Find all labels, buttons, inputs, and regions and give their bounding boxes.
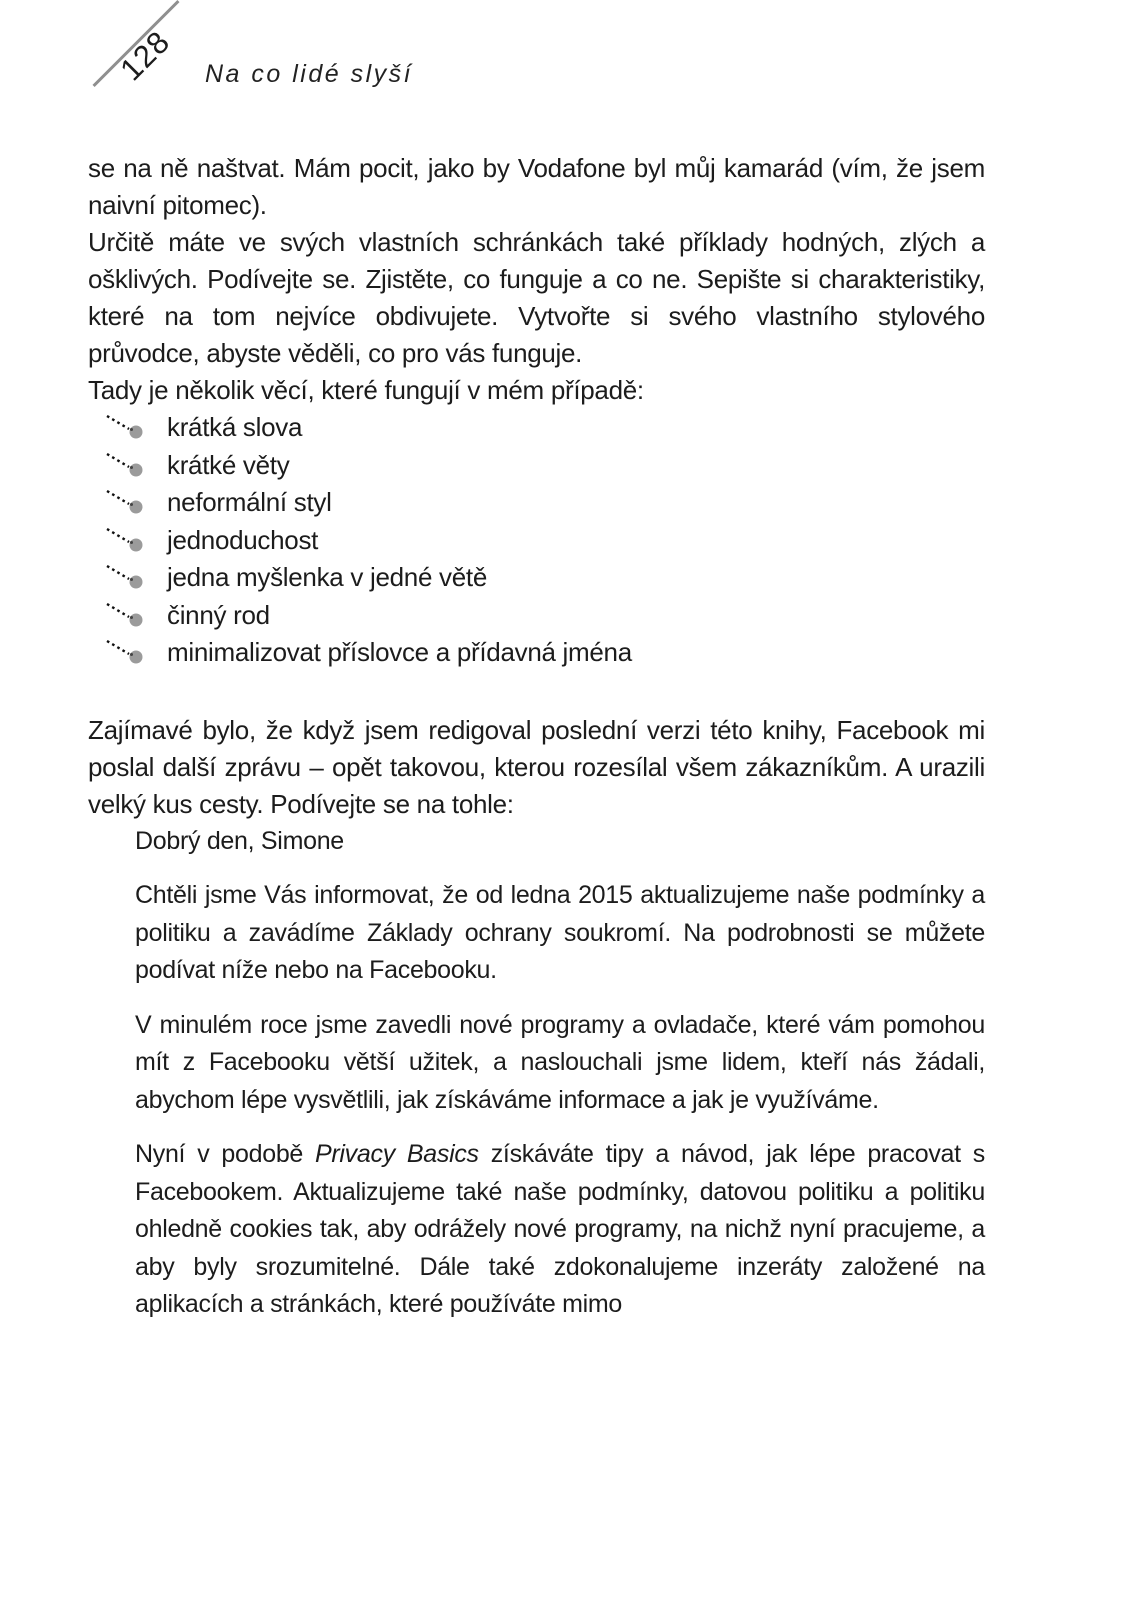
list-item-label: činný rod [167,599,270,630]
page-number: 128 [113,23,177,88]
paragraph-examples: Určitě máte ve svých vlastních schránkách také příklady hodných, zlých a ošklivých. Podívejte se. Zjistěte, co funguje a co ne. Sepište si charakteristiky, které na tom nejvíce obdivujete. Vytvořte si svého vlastního stylového průvodce, abyste věděli, co pro vás funguje. [88,227,985,368]
quote-p3-post: získáváte tipy a návod, jak lépe pracovat s Facebookem. Aktualizujeme také naše podmínky, datovou politiku a politiku ohledně cookies tak, aby odrážely nové programy, na nichž nyní pracujeme, a aby byly srozumitelné. Dále také zdokonalujeme inzeráty založené na aplikacích a stránkách, které používáte mimo [135,1140,986,1318]
list-item-label: krátká slova [167,412,303,442]
quote-paragraph-1: Chtěli jsme Vás informovat, že od ledna 2015 aktualizujeme naše podmínky a politiku a zavádíme Základy ochrany soukromí. Na podrobnosti se můžete podívat níže nebo na Facebooku. [135,881,985,984]
list-item [105,597,985,635]
list-item [105,484,985,522]
paragraph-facebook-intro: Zajímavé bylo, že když jsem redigoval poslední verzi této knihy, Facebook mi poslal další zprávu – opět takovou, kterou rozesílal všem zákazníkům. A urazili velký kus cesty. Podívejte se na tohle: [88,714,985,819]
quote-greeting: Dobrý den, Simone [135,826,344,855]
pin-bullet-icon [105,600,149,638]
pin-bullet-icon [105,450,149,488]
list-item [105,409,985,447]
paragraph-list-intro: Tady je několik věcí, které fungují v mém případě: [88,375,644,405]
list-item-label: krátké věty [167,449,290,480]
pin-bullet-icon [105,487,149,525]
page-body [88,150,985,1324]
list-item [105,559,985,597]
pin-bullet-icon [105,562,149,600]
quote-p3-italic: Privacy Basics [315,1140,479,1168]
quote-p3-pre: Nyní v podobě [135,1140,316,1168]
facebook-letter-quote [135,823,985,1324]
running-header-title: Na co lidé slyší [205,60,414,88]
pin-bullet-icon [105,525,149,563]
style-tips-list [88,409,985,672]
list-item [105,634,985,672]
pin-bullet-icon [105,637,149,675]
list-item-label: jednoduchost [167,524,319,555]
list-item-label: jedna myšlenka v jedné větě [167,562,487,592]
paragraph-vodafone: se na ně naštvat. Mám pocit, jako by Vodafone byl můj kamarád (vím, že jsem naivní pitomec). [88,153,985,220]
list-item-label: minimalizovat příslovce a přídavná jména [167,637,632,667]
list-item-label: neformální styl [167,487,332,517]
list-item [105,522,985,560]
pin-bullet-icon [105,412,149,450]
quote-paragraph-2: V minulém roce jsme zavedli nové programy a ovladače, které vám pomohou mít z Facebooku větší užitek, a naslouchali jsme lidem, kteří nás žádali, abychom lépe vysvětlili, jak získáváme informace a jak je využíváme. [135,1010,985,1114]
list-item [105,447,985,485]
quote-paragraph-3 [135,1136,985,1324]
